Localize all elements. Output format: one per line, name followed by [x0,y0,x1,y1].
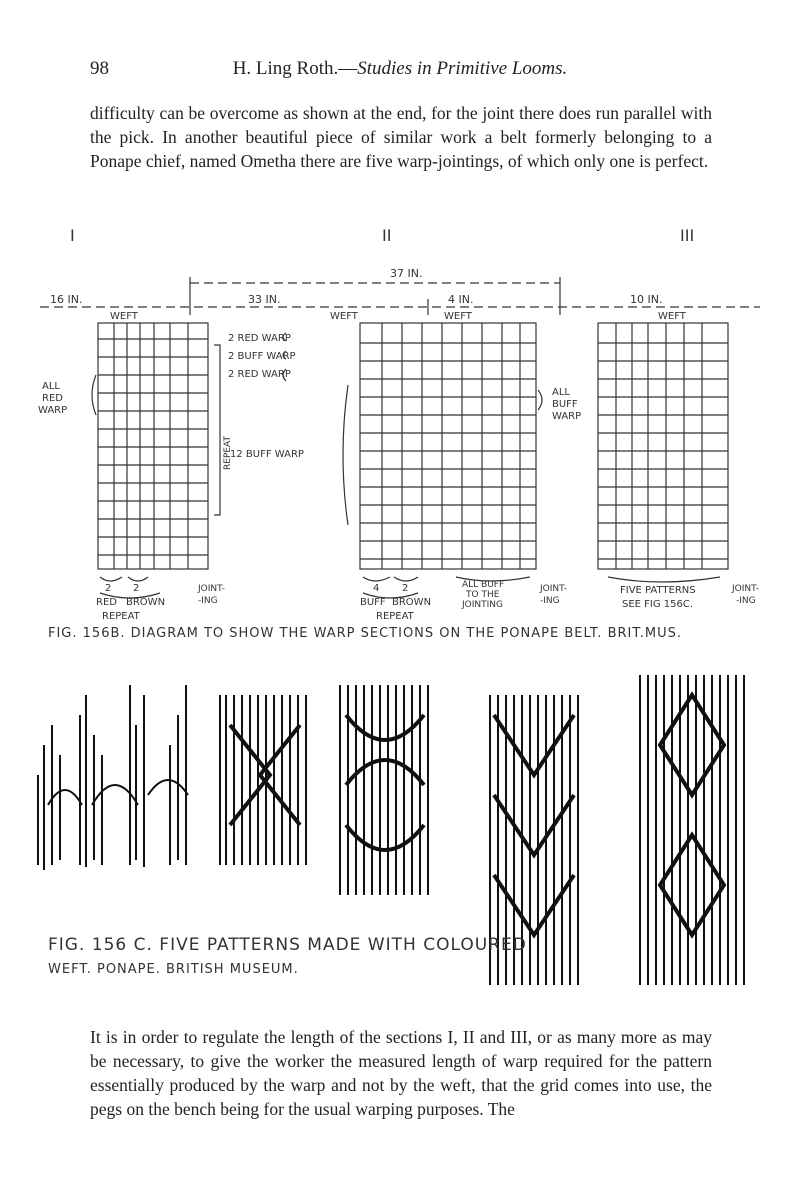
figure-156c-caption-2: WEFT. PONAPE. BRITISH MUSEUM. [48,962,299,977]
five-patterns: FIVE PATTERNS [620,585,696,596]
page-number: 98 [90,58,109,79]
all-red-warp-1: ALL [42,381,60,392]
all-buff-warp-2: BUFF [552,399,578,410]
joint-3a: JOINT- [732,584,760,594]
all-buff-warp-3: WARP [552,411,582,422]
num-4: 4 [373,583,380,594]
all-buff-to-1: ALL BUFF [462,580,505,590]
brown-label: BROWN [126,597,166,608]
warp-section-diagram [30,225,790,620]
weave-pattern-3 [340,685,428,895]
weft-label-3: WEFT [444,311,472,322]
running-header [90,58,710,84]
num-2c: 2 [402,583,409,594]
section-label-3: III [680,226,695,245]
joint-2a: JOINT- [540,584,568,594]
running-title: H. Ling Roth.—Studies in Primitive Looms. [232,58,568,79]
num-2a: 2 [105,583,112,594]
book-title: Studies in Primitive Looms. [357,58,568,79]
red-label: RED [96,597,117,608]
two-red-warp: 2 RED WARP [228,333,291,344]
section-label-2: II [382,226,392,245]
repeat-vertical: REPEAT [223,435,233,470]
twelve-buff-warp: 12 BUFF WARP [230,449,304,460]
measure-total: 37 IN. [390,267,423,280]
author: H. Ling Roth. [232,58,339,79]
all-buff-warp-1: ALL [552,387,570,398]
two-red-warp-b: 2 RED WARP [228,369,291,380]
weave-pattern-1 [38,685,188,870]
buff-label: BUFF [360,597,386,608]
measure-16: 16 IN. [50,293,83,306]
figure-156b-caption: FIG. 156B. DIAGRAM TO SHOW THE WARP SECTIONS ON THE PONAPE BELT. BRIT.MUS. [48,626,682,641]
paragraph-top: difficulty can be overcome as shown at the end, for the joint there does run parallel with the pick. In another beautiful piece of similar work a belt formerly belonging to a Ponape chief, named Ometha there are five warp-jointings, of which only one is perfect. [90,103,712,171]
num-2b: 2 [133,583,140,594]
weft-label-1: WEFT [110,311,138,322]
weft-label-4: WEFT [658,311,686,322]
weave-pattern-2 [220,695,306,865]
all-red-warp-2: RED [42,393,63,404]
all-buff-to-3: JOINTING [462,600,503,610]
joint-2b: -ING [540,596,560,606]
joint-1a: JOINT- [198,584,226,594]
repeat-label-a: REPEAT [102,611,140,620]
joint-3b: -ING [736,596,756,606]
measure-10: 10 IN. [630,293,663,306]
all-buff-to-2: TO THE [466,590,500,600]
weave-pattern-5 [640,675,744,985]
repeat-label-b: REPEAT [376,611,414,620]
measure-4: 4 IN. [448,293,474,306]
section-label-1: I [70,226,75,245]
figure-156c-caption-1: FIG. 156 C. FIVE PATTERNS MADE WITH COLOURED [48,935,527,955]
paragraph-bottom: It is in order to regulate the length of the sections I, II and III, or as many more as may be necessary, to give the worker the measured length of warp required for the pattern essentially produced by the warp and not by the weft, that the grid comes into use, the pegs on the bench being for the usual warping purposes. The [90,1027,712,1119]
joint-1b: -ING [198,596,218,606]
measure-33: 33 IN. [248,293,281,306]
weft-label-2: WEFT [330,311,358,322]
all-red-warp-3: WARP [38,405,68,416]
two-buff-warp: 2 BUFF WARP [228,351,296,362]
see-fig: SEE FIG 156C. [622,599,694,610]
brown-label-b: BROWN [392,597,432,608]
